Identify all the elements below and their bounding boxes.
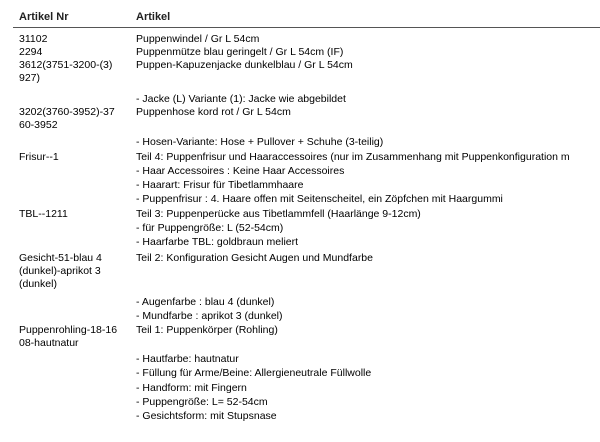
row-artikel-text: Puppenmütze blau geringelt / Gr L 54cm (IF) bbox=[136, 46, 344, 58]
row-artikel-text: - Füllung für Arme/Beine: Allergieneutrale Füllwolle bbox=[136, 367, 372, 379]
row-artikel-text: - Gesichtsform: mit Stupsnase bbox=[136, 410, 277, 422]
row-artikel-text: - für Puppengröße: L (52-54cm) bbox=[136, 222, 284, 234]
row-artikel-text: - Hautfarbe: hautnatur bbox=[136, 353, 239, 365]
row-artikel-text: Teil 3: Puppenperücke aus Tibetlammfell (Haarlänge 9-12cm) bbox=[136, 208, 421, 220]
header-artikel-nr: Artikel Nr bbox=[19, 11, 69, 23]
row-artikel-nr: TBL--1211 bbox=[19, 208, 68, 220]
row-artikel-text: - Puppenfrisur : 4. Haare offen mit Seitenscheitel, ein Zöpfchen mit Haargummi bbox=[136, 193, 503, 205]
row-artikel-nr: 3612(3751-3200-(3) 927) bbox=[19, 59, 113, 84]
row-artikel-text: Teil 4: Puppenfrisur und Haaraccessoires (nur im Zusammenhang mit Puppenkonfiguration m bbox=[136, 151, 570, 163]
row-artikel-text: Puppen-Kapuzenjacke dunkelblau / Gr L 54cm bbox=[136, 59, 353, 71]
header-artikel: Artikel bbox=[136, 11, 171, 23]
row-artikel-text: - Puppengröße: L= 52-54cm bbox=[136, 396, 268, 408]
row-artikel-nr: 3202(3760-3952)-37 60-3952 bbox=[19, 106, 115, 131]
row-artikel-nr: 31102 bbox=[19, 33, 48, 45]
row-artikel-text: - Handform: mit Fingern bbox=[136, 382, 247, 394]
row-artikel-text: - Hosen-Variante: Hose + Pullover + Schuhe (3-teilig) bbox=[136, 136, 384, 148]
row-artikel-text: - Haarfarbe TBL: goldbraun meliert bbox=[136, 236, 299, 248]
row-artikel-text: - Mundfarbe : aprikot 3 (dunkel) bbox=[136, 310, 283, 322]
row-artikel-text: Teil 2: Konfiguration Gesicht Augen und Mundfarbe bbox=[136, 252, 373, 264]
row-artikel-text: - Augenfarbe : blau 4 (dunkel) bbox=[136, 296, 275, 308]
row-artikel-text: - Haarart: Frisur für Tibetlammhaare bbox=[136, 179, 304, 191]
header-divider bbox=[13, 27, 600, 28]
row-artikel-text: - Jacke (L) Variante (1): Jacke wie abgebildet bbox=[136, 93, 346, 105]
table-header bbox=[0, 8, 600, 26]
row-artikel-nr: Frisur--1 bbox=[19, 151, 59, 163]
row-artikel-nr: Puppenrohling-18-16 08-hautnatur bbox=[19, 324, 118, 349]
row-artikel-text: Puppenwindel / Gr L 54cm bbox=[136, 33, 260, 45]
row-artikel-text: - Haar Accessoires : Keine Haar Accessoires bbox=[136, 165, 345, 177]
row-artikel-nr: 2294 bbox=[19, 46, 43, 58]
row-artikel-nr: Gesicht-51-blau 4 (dunkel)-aprikot 3 (dunkel) bbox=[19, 252, 102, 290]
row-artikel-text: Puppenhose kord rot / Gr L 54cm bbox=[136, 106, 291, 118]
row-artikel-text: Teil 1: Puppenkörper (Rohling) bbox=[136, 324, 278, 336]
